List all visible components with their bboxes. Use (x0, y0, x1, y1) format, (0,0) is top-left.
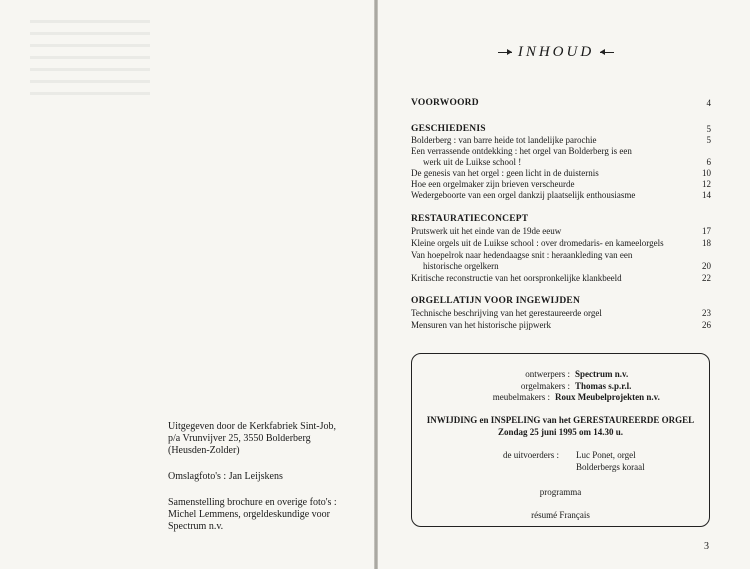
toc-title (497, 42, 615, 62)
toc-section-heading: ORGELLATIJN VOOR INGEWIJDEN (411, 296, 581, 306)
compilation-credit: Samenstelling brochure en overige foto's : Michel Lemmens, orgeldeskundige voor Spectrum n.v. (168, 497, 337, 532)
organbuilders-value: Thomas s.p.r.l. (575, 381, 632, 391)
event-line: INWIJDING en INSPELING van het GERESTAUREERDE ORGEL (426, 415, 695, 425)
toc-entry: Kleine orgels uit de Luikse school : over dromedaris- en kameelorgels 18 (411, 238, 711, 248)
toc-entry: werk uit de Luikse school ! 6 (423, 157, 711, 167)
publisher-text: Uitgegeven door de Kerkfabriek Sint-Job, p/a Vrunvijver 25, 3550 Bolderberg (Heusden-Zolder) (168, 421, 337, 456)
performers-label: de uitvoerders : (503, 450, 559, 460)
programme-text: programma (539, 487, 582, 497)
left-page (0, 0, 374, 569)
toc-entry: Hoe een orgelmaker zijn brieven verscheurde 12 (411, 179, 711, 189)
organbuilders-label: orgelmakers : (520, 381, 570, 391)
bleed-through-text (30, 20, 150, 100)
toc-title-text: INHOUD (517, 43, 595, 60)
imprint-block (168, 421, 344, 533)
designers-value: Spectrum n.v. (575, 369, 629, 379)
cover-photo-credit: Omslagfoto's : Jan Leijskens (168, 471, 283, 482)
toc-entry: Technische beschrijving van het gerestaureerde orgel 23 (411, 308, 711, 318)
toc-entry: Kritische reconstructie van het oorspronkelijke klankbeeld 22 (411, 273, 711, 283)
summary-text: résumé Français (531, 510, 590, 520)
toc-section-heading: VOORWOORD 4 (411, 98, 711, 108)
toc-entry: Prutswerk uit het einde van de 19de eeuw 17 (411, 226, 711, 236)
page-number: 3 (704, 541, 709, 552)
performer-choir: Bolderbergs koraal (576, 462, 645, 472)
toc-entry: De genesis van het orgel : geen licht in de duisternis 10 (411, 168, 711, 178)
furniture-value: Roux Meubelprojekten n.v. (555, 392, 660, 402)
toc-section-heading: RESTAURATIECONCEPT (411, 214, 529, 224)
toc-entry: Wedergeboorte van een orgel dankzij plaatselijk enthousiasme 14 (411, 190, 711, 200)
toc-section-heading: GESCHIEDENIS 5 (411, 124, 711, 134)
toc-entry: Van hoepelrok naar hedendaagse snit : heraankleding van een (411, 250, 633, 260)
date-line: Zondag 25 juni 1995 om 14.30 u. (497, 427, 624, 437)
title-ornament-left-icon (498, 52, 512, 53)
toc-entry: Een verrassende ontdekking : het orgel van Bolderberg is een (411, 146, 632, 156)
toc-entry: Bolderberg : van barre heide tot landelijke parochie 5 (411, 135, 711, 145)
designers-label: ontwerpers : (525, 369, 570, 379)
toc-entry: Mensuren van het historische pijpwerk 26 (411, 320, 711, 330)
furniture-label: meubelmakers : (492, 392, 550, 402)
colophon-box (411, 353, 710, 527)
toc-entry: historische orgelkern 20 (423, 261, 711, 271)
title-ornament-right-icon (600, 52, 614, 53)
performer-organ: Luc Ponet, orgel (576, 450, 636, 460)
